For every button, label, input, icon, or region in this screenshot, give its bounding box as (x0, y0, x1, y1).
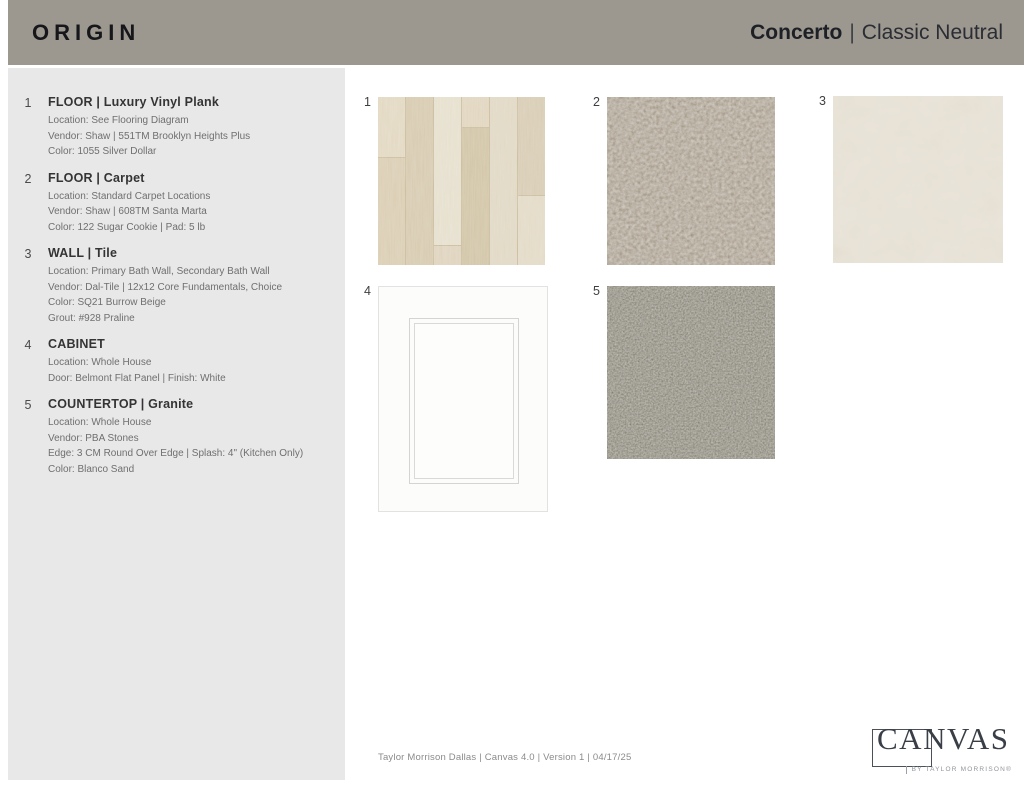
spec-item-number: 5 (24, 398, 32, 412)
spec-detail-line: Vendor: Shaw | 551TM Brooklyn Heights Plus (48, 130, 251, 142)
tile-texture-image (833, 96, 1003, 263)
spec-item-number: 2 (24, 171, 32, 186)
canvas-logo (872, 721, 1012, 778)
scheme-title (750, 21, 1003, 45)
spec-detail-line: Color: 122 Sugar Cookie | Pad: 5 lb (48, 221, 206, 233)
spec-item-details (48, 355, 329, 386)
swatch-number-3: 3 (819, 94, 826, 108)
spec-detail-line: Vendor: PBA Stones (48, 432, 139, 444)
spec-detail-line: Door: Belmont Flat Panel | Finish: White (48, 372, 226, 384)
swatch-4-cabinet-door (364, 284, 548, 512)
swatch-2-carpet (593, 95, 775, 265)
swatch-number-5: 5 (593, 284, 600, 298)
spec-item-title: COUNTERTOP | Granite (48, 397, 194, 411)
spec-item-title: FLOOR | Luxury Vinyl Plank (48, 95, 220, 109)
spec-item (16, 95, 329, 160)
spec-detail-line: Location: Primary Bath Wall, Secondary Bath Wall (48, 266, 270, 277)
spec-item (16, 337, 329, 386)
spec-detail-line: Vendor: Shaw | 608TM Santa Marta (48, 206, 207, 217)
footer-credit: Taylor Morrison Dallas | Canvas 4.0 | Version 1 | 04/17/25 (378, 752, 632, 763)
spec-detail-line: Edge: 3 CM Round Over Edge | Splash: 4" (Kitchen Only) (48, 448, 304, 459)
swatch-number-2: 2 (593, 95, 600, 109)
cabinet-door-panel (409, 318, 519, 484)
spec-detail-line: Location: See Flooring Diagram (48, 115, 189, 126)
collection-title: ORIGIN (32, 19, 141, 45)
header-bar (8, 0, 1024, 65)
spec-item-details (48, 113, 329, 160)
spec-item (16, 397, 329, 477)
spec-item-title: CABINET (48, 337, 105, 351)
spec-item-title: FLOOR | Carpet (48, 170, 145, 185)
spec-detail-line: Color: 1055 Silver Dollar (48, 146, 157, 157)
spec-detail-line: Location: Whole House (48, 417, 152, 428)
spec-item (16, 171, 329, 236)
spec-detail-line: Location: Whole House (48, 357, 152, 368)
carpet-texture-image (607, 97, 775, 265)
scheme-separator: | (849, 20, 855, 44)
swatch-1-luxury-vinyl-plank (364, 95, 545, 265)
scheme-name: Concerto (750, 20, 843, 44)
swatch-5-granite-countertop (593, 284, 775, 459)
swatch-number-1: 1 (364, 95, 371, 109)
spec-item-number: 1 (24, 96, 32, 110)
logo-byline: BY TAYLOR MORRISON® (906, 766, 1012, 774)
swatch-3-wall-tile (819, 94, 1003, 263)
scheme-palette: Classic Neutral (861, 20, 1003, 44)
spec-item-details (48, 264, 329, 326)
spec-detail-line: Grout: #928 Praline (48, 312, 135, 324)
spec-item-details (48, 189, 329, 236)
spec-item-title: WALL | Tile (48, 246, 118, 260)
spec-detail-line: Color: Blanco Sand (48, 463, 135, 475)
spec-item-number: 4 (24, 338, 32, 352)
cabinet-door-image (378, 286, 548, 512)
spec-sidebar (8, 68, 345, 780)
vinyl-plank-texture-image (378, 97, 545, 265)
spec-list (16, 95, 329, 477)
spec-item (16, 246, 329, 326)
logo-wordmark: CANVAS (877, 721, 1010, 756)
spec-item-number: 3 (24, 247, 32, 261)
spec-detail-line: Vendor: Dal-Tile | 12x12 Core Fundamentals, Choice (48, 281, 283, 293)
spec-detail-line: Color: SQ21 Burrow Beige (48, 297, 166, 308)
granite-texture-image (607, 286, 775, 459)
spec-detail-line: Location: Standard Carpet Locations (48, 190, 211, 202)
spec-item-details (48, 415, 329, 477)
swatch-number-4: 4 (364, 284, 371, 298)
